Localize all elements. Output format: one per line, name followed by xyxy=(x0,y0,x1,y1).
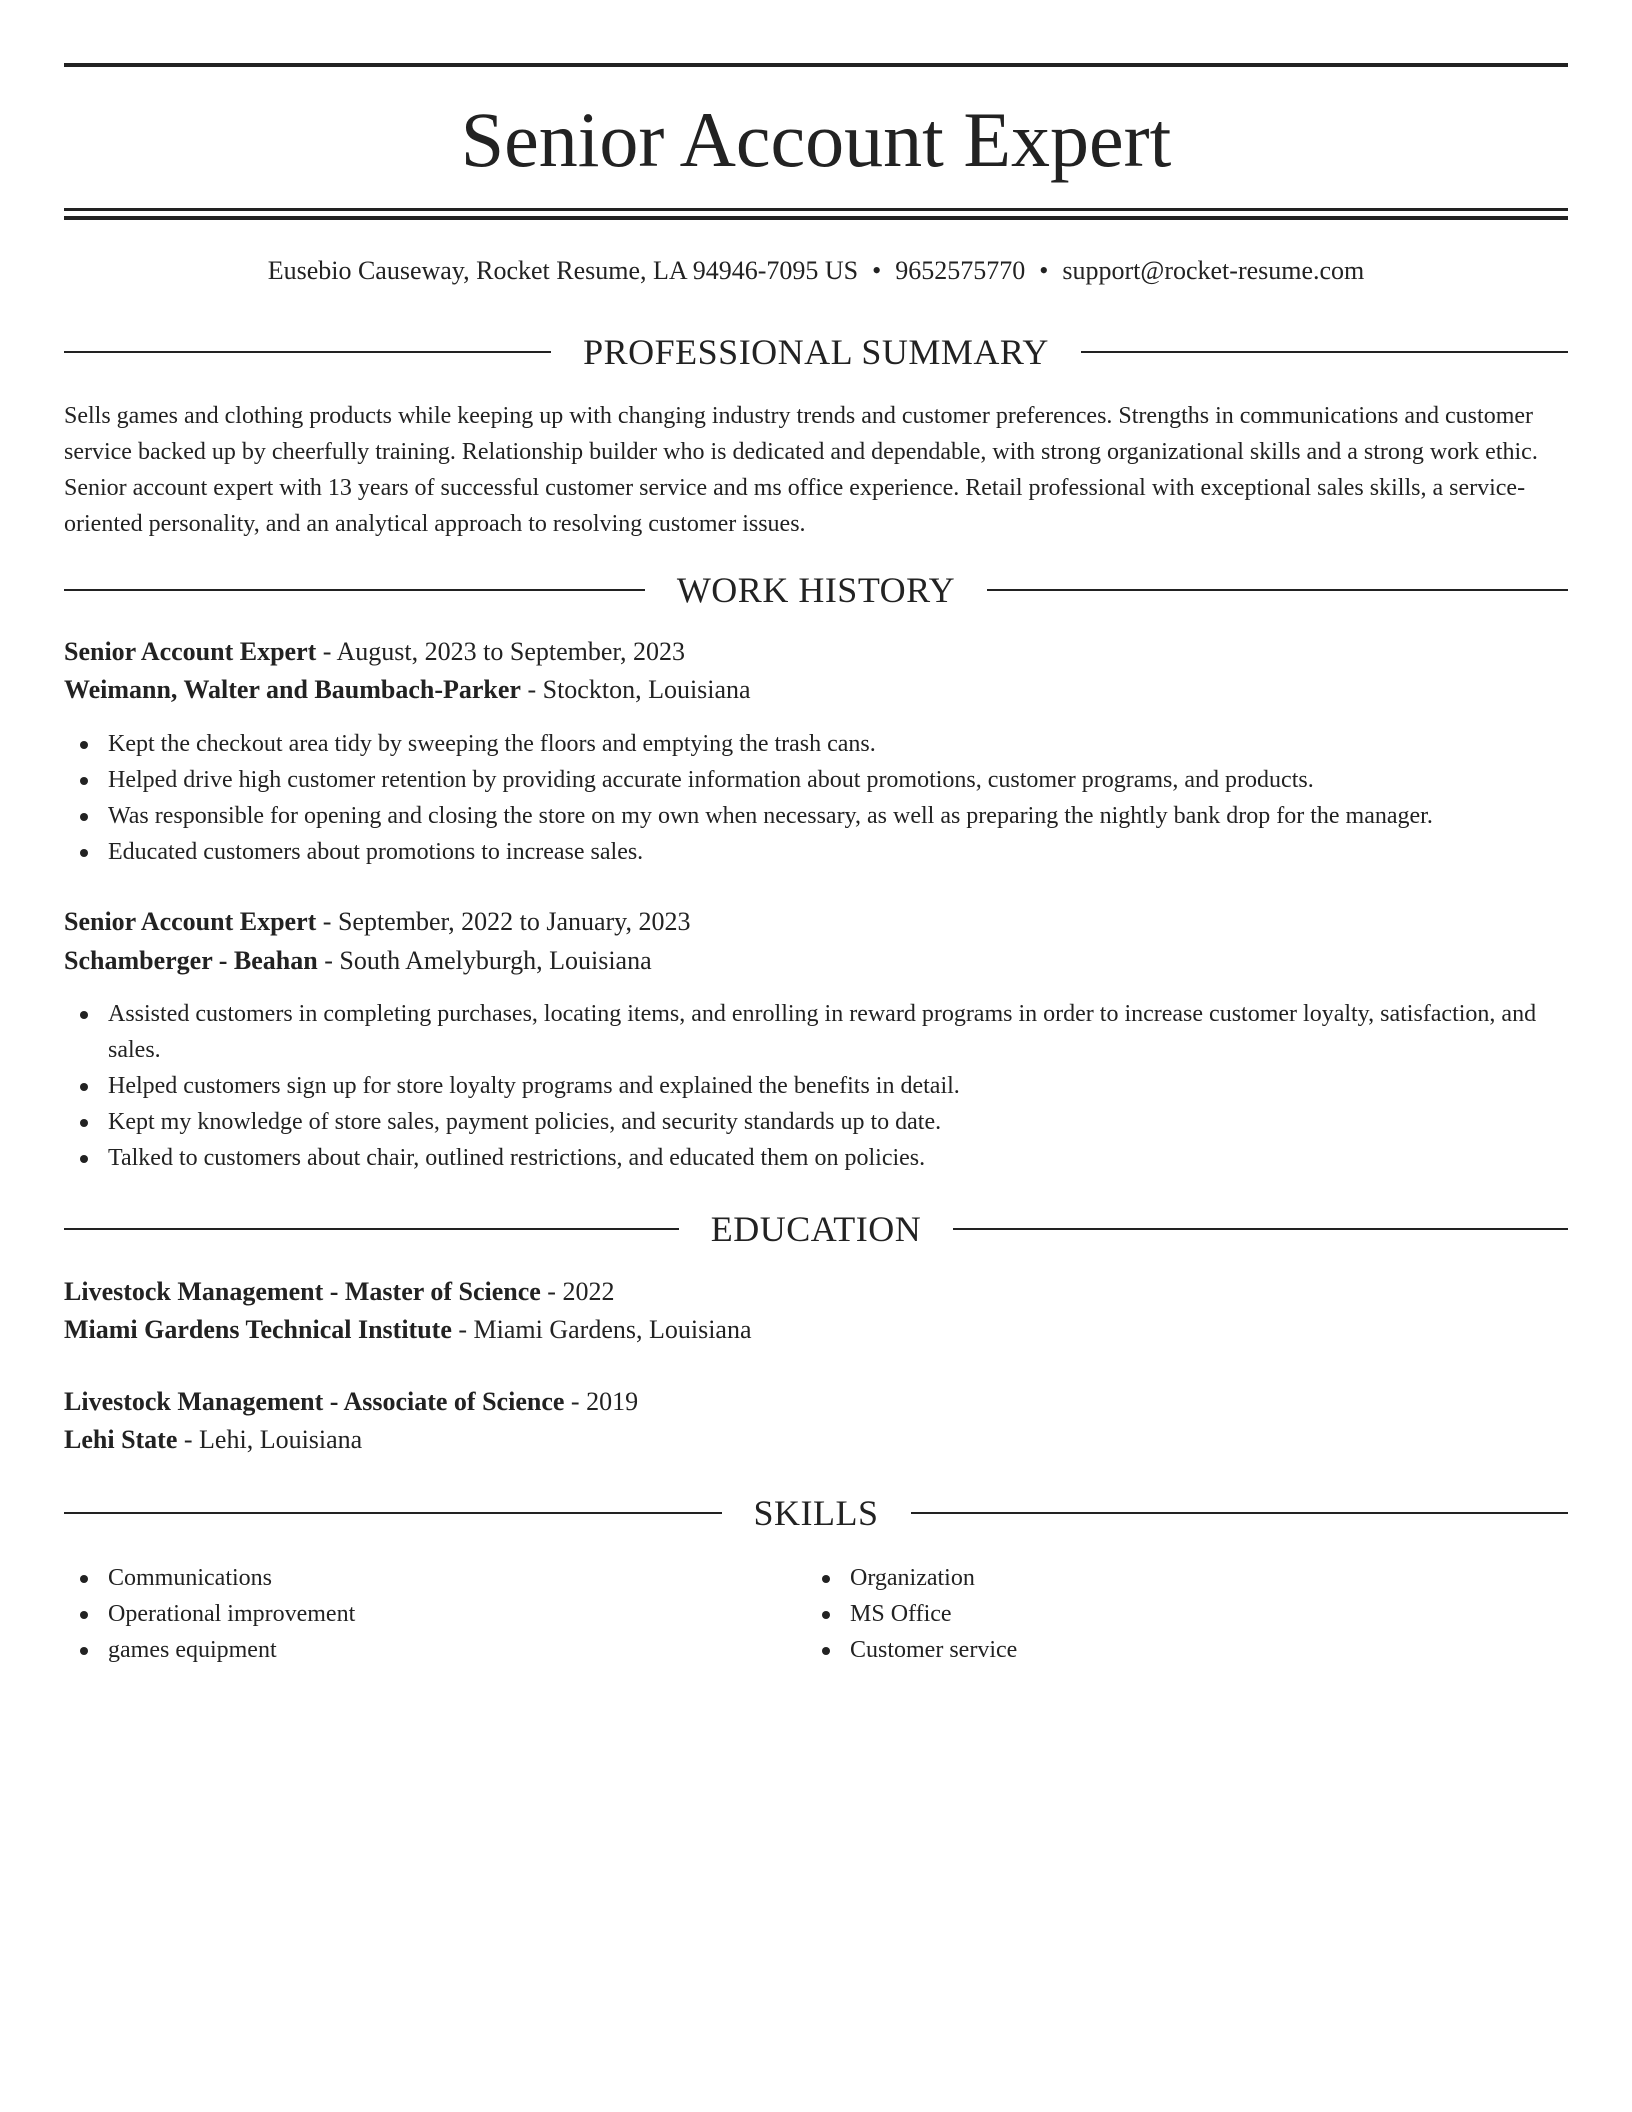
job-location: - South Amelyburgh, Louisiana xyxy=(317,946,652,975)
job-title: Senior Account Expert xyxy=(64,637,317,666)
job-location: - Stockton, Louisiana xyxy=(520,675,751,704)
education-degree: Livestock Management - Associate of Science xyxy=(64,1387,565,1416)
list-item: Was responsible for opening and closing the store on my own when necessary, as well as preparing the nightly bank drop for the manager. xyxy=(64,798,1568,834)
list-item: Talked to customers about chair, outlined restrictions, and educated them on policies. xyxy=(64,1140,1568,1176)
skill-item: Operational improvement xyxy=(64,1596,764,1632)
contact-line xyxy=(64,254,1568,288)
section-heading-label: PROFESSIONAL SUMMARY xyxy=(583,332,1049,372)
skills-list-left xyxy=(64,1560,764,1668)
education-year: - 2019 xyxy=(564,1387,639,1416)
contact-email: support@rocket-resume.com xyxy=(1062,256,1365,285)
education-school-line xyxy=(64,1312,1568,1348)
job-company: Schamberger - Beahan xyxy=(64,946,318,975)
title-rule-lower xyxy=(64,216,1568,220)
summary-text: Sells games and clothing products while keeping up with changing industry trends and customer preferences. Strengths in communications and customer service backed up by cheerfully training. Relationship builder who is dedicated and dependable, with strong organizational skills and a strong work ethic. Senior account expert with 13 years of successful customer service and ms office experience. Retail professional with exceptional sales skills, a service-oriented personality, and an analytical approach to resolving customer issues. xyxy=(64,403,1538,537)
skills-list-right xyxy=(806,1560,1506,1668)
job-title-line xyxy=(64,634,1568,670)
heading-rule-left xyxy=(64,351,551,353)
skill-item: MS Office xyxy=(806,1596,1506,1632)
job-bullets xyxy=(64,726,1568,870)
education-school: Lehi State xyxy=(64,1425,178,1454)
education-location: - Miami Gardens, Louisiana xyxy=(451,1315,752,1344)
heading-rule-left xyxy=(64,1228,679,1230)
skill-item: games equipment xyxy=(64,1632,764,1668)
section-heading-label: SKILLS xyxy=(753,1493,879,1533)
list-item: Helped drive high customer retention by providing accurate information about promotions, customer programs, and products. xyxy=(64,762,1568,798)
top-rule xyxy=(64,63,1568,67)
list-item: Kept my knowledge of store sales, payment policies, and security standards up to date. xyxy=(64,1104,1568,1140)
list-item: Assisted customers in completing purchases, locating items, and enrolling in reward programs in order to increase customer loyalty, satisfaction, and sales. xyxy=(64,996,1568,1068)
job-company-line xyxy=(64,672,1568,708)
title-rule-upper xyxy=(64,208,1568,211)
education-school-line xyxy=(64,1422,1568,1458)
heading-rule-right xyxy=(1081,351,1568,353)
section-heading-work-history xyxy=(64,568,1568,612)
job-title-line xyxy=(64,904,1568,940)
heading-rule-left xyxy=(64,1512,722,1514)
education-degree-line xyxy=(64,1384,1568,1420)
education-school: Miami Gardens Technical Institute xyxy=(64,1315,452,1344)
skill-item: Customer service xyxy=(806,1632,1506,1668)
job-dates: - September, 2022 to January, 2023 xyxy=(316,907,691,936)
education-location: - Lehi, Louisiana xyxy=(177,1425,363,1454)
section-heading-label: WORK HISTORY xyxy=(676,570,956,610)
contact-separator: • xyxy=(872,256,882,285)
skill-item: Communications xyxy=(64,1560,764,1596)
section-heading-skills xyxy=(64,1491,1568,1535)
section-heading-label: EDUCATION xyxy=(710,1209,922,1249)
contact-separator: • xyxy=(1039,256,1049,285)
skill-item: Organization xyxy=(806,1560,1506,1596)
heading-rule-left xyxy=(64,589,645,591)
job-dates: - August, 2023 to September, 2023 xyxy=(316,637,686,666)
job-company-line xyxy=(64,943,1568,979)
contact-address: Eusebio Causeway, Rocket Resume, LA 94946-7095 US xyxy=(267,256,859,285)
education-degree: Livestock Management - Master of Science xyxy=(64,1277,541,1306)
contact-phone: 9652575770 xyxy=(895,256,1026,285)
job-bullets xyxy=(64,996,1568,1176)
section-heading-education xyxy=(64,1207,1568,1251)
section-heading-summary xyxy=(64,330,1568,374)
job-title: Senior Account Expert xyxy=(64,907,317,936)
education-year: - 2022 xyxy=(540,1277,615,1306)
heading-rule-right xyxy=(953,1228,1568,1230)
list-item: Educated customers about promotions to increase sales. xyxy=(64,834,1568,870)
list-item: Helped customers sign up for store loyalty programs and explained the benefits in detail. xyxy=(64,1068,1568,1104)
heading-rule-right xyxy=(911,1512,1569,1514)
education-degree-line xyxy=(64,1274,1568,1310)
job-company: Weimann, Walter and Baumbach-Parker xyxy=(64,675,521,704)
resume-title: Senior Account Expert xyxy=(460,96,1172,183)
heading-rule-right xyxy=(987,589,1568,591)
list-item: Kept the checkout area tidy by sweeping the floors and emptying the trash cans. xyxy=(64,726,1568,762)
